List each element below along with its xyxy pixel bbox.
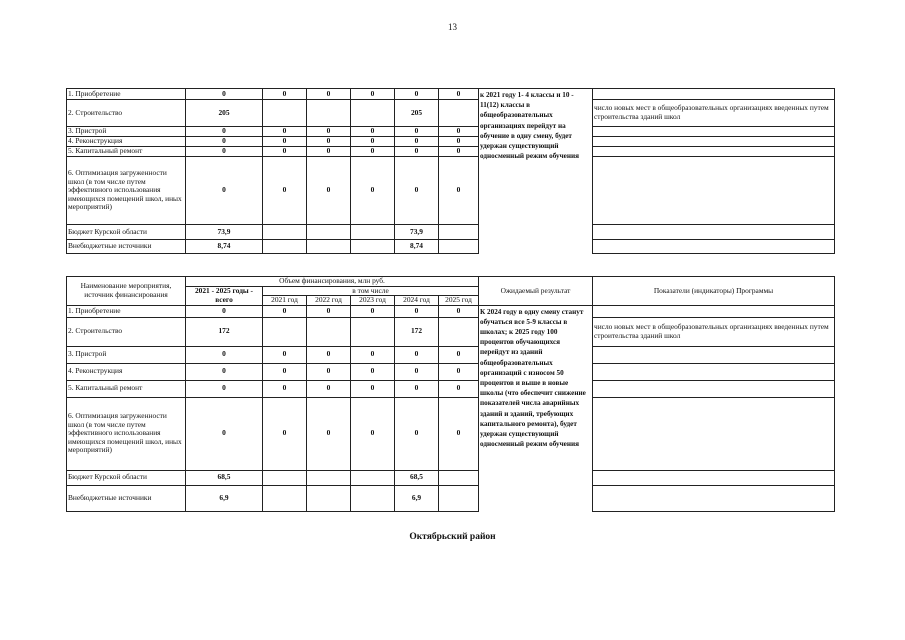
cell-y2025 (439, 240, 479, 254)
cell-y2022: 0 (307, 137, 351, 147)
cell-total: 0 (186, 137, 263, 147)
table-row (67, 397, 835, 470)
row-name: 6. Оптимизация загруженности школ (в том числе путем эффективного использования имеющихся помещений школ, иных мероприятий) (67, 157, 186, 225)
expected-result: к 2021 году 1- 4 классы и 10 - 11(12) классы в общеобразовательных организациях перейдут на обучение в одну смену, будет удержан существующий односменный режим обучения (479, 89, 593, 254)
cell-y2022 (307, 317, 351, 346)
row-name: 5. Капитальный ремонт (67, 147, 186, 157)
indicator-empty (593, 225, 835, 240)
indicator-empty (593, 137, 835, 147)
cell-y2024: 68,5 (395, 470, 439, 485)
cell-total: 0 (186, 89, 263, 100)
indicator-empty (593, 89, 835, 100)
cell-total: 0 (186, 380, 263, 397)
cell-y2025: 0 (439, 147, 479, 157)
cell-total: 0 (186, 346, 263, 363)
cell-y2021: 0 (263, 397, 307, 470)
indicator-empty (593, 147, 835, 157)
cell-y2021: 0 (263, 380, 307, 397)
cell-y2023: 0 (351, 147, 395, 157)
cell-y2022 (307, 100, 351, 127)
cell-y2022: 0 (307, 380, 351, 397)
cell-y2025: 0 (439, 89, 479, 100)
cell-y2021: 0 (263, 147, 307, 157)
table-row (67, 127, 835, 137)
indicator-empty (593, 157, 835, 225)
table-row (67, 225, 835, 240)
header-result: Ожидаемый результат (479, 277, 593, 306)
table-row (67, 137, 835, 147)
cell-y2023 (351, 485, 395, 511)
cell-y2022: 0 (307, 397, 351, 470)
cell-y2025: 0 (439, 346, 479, 363)
cell-y2025: 0 (439, 127, 479, 137)
cell-y2024: 0 (395, 363, 439, 380)
cell-y2021 (263, 225, 307, 240)
cell-total: 0 (186, 305, 263, 317)
cell-y2024: 73,9 (395, 225, 439, 240)
cell-total: 73,9 (186, 225, 263, 240)
cell-y2022: 0 (307, 363, 351, 380)
cell-y2023 (351, 470, 395, 485)
page-number: 13 (448, 22, 457, 32)
cell-y2024: 0 (395, 346, 439, 363)
cell-y2023: 0 (351, 137, 395, 147)
cell-y2021 (263, 470, 307, 485)
cell-y2021 (263, 317, 307, 346)
cell-total: 0 (186, 363, 263, 380)
header-indicators: Показатели (индикаторы) Программы (593, 277, 835, 306)
header-funding: Объем финансирования, млн руб. (186, 277, 479, 287)
header-year: 2021 год (263, 296, 307, 306)
row-name: 3. Пристрой (67, 127, 186, 137)
cell-y2024: 8,74 (395, 240, 439, 254)
cell-total: 205 (186, 100, 263, 127)
header-year: 2024 год (395, 296, 439, 306)
district-title: Октябрьский район (409, 532, 496, 542)
table-row (67, 100, 835, 127)
table-row (67, 305, 835, 317)
cell-total: 8,74 (186, 240, 263, 254)
cell-y2023: 0 (351, 363, 395, 380)
cell-y2022: 0 (307, 147, 351, 157)
cell-y2023: 0 (351, 397, 395, 470)
cell-y2023: 0 (351, 346, 395, 363)
cell-total: 0 (186, 127, 263, 137)
row-name: 1. Приобретение (67, 89, 186, 100)
cell-y2022: 0 (307, 127, 351, 137)
indicator-text: число новых мест в общеобразовательных организациях введенных путем строительства зданий школ (593, 100, 835, 127)
cell-y2024: 0 (395, 157, 439, 225)
cell-y2025: 0 (439, 137, 479, 147)
row-name: 5. Капитальный ремонт (67, 380, 186, 397)
cell-y2025: 0 (439, 397, 479, 470)
cell-y2022: 0 (307, 305, 351, 317)
table-row (67, 147, 835, 157)
cell-y2024: 6,9 (395, 485, 439, 511)
cell-total: 6,9 (186, 485, 263, 511)
cell-y2024: 0 (395, 127, 439, 137)
cell-y2021: 0 (263, 157, 307, 225)
cell-y2022 (307, 240, 351, 254)
cell-y2025: 0 (439, 157, 479, 225)
header-year: 2025 год (439, 296, 479, 306)
cell-y2021: 0 (263, 137, 307, 147)
table-row (67, 89, 835, 100)
row-name: 4. Реконструкция (67, 363, 186, 380)
row-name: 4. Реконструкция (67, 137, 186, 147)
cell-y2024: 0 (395, 380, 439, 397)
indicator-empty (593, 397, 835, 470)
table-row (67, 240, 835, 254)
financing-table-2 (66, 276, 835, 512)
cell-y2022: 0 (307, 346, 351, 363)
cell-y2025 (439, 225, 479, 240)
header-total: 2021 - 2025 годы - всего (186, 286, 263, 305)
table-row (67, 317, 835, 346)
cell-y2025 (439, 485, 479, 511)
cell-y2021: 0 (263, 363, 307, 380)
cell-y2023 (351, 240, 395, 254)
cell-y2024: 205 (395, 100, 439, 127)
cell-y2022 (307, 485, 351, 511)
cell-y2023: 0 (351, 127, 395, 137)
header-year: 2023 год (351, 296, 395, 306)
expected-result: К 2024 году в одну смену станут обучаться все 5-9 классы в школах; к 2025 году 100 процентов обучающихся перейдут из зданий общеобразовательных организаций с износом 50 процентов и выше в новые школы (что обеспечит снижение показателей числа аварийных зданий и зданий, требующих капитального ремонта), будет удержан существующий односменный режим обучения (479, 305, 593, 511)
row-name: 2. Строительство (67, 100, 186, 127)
indicator-empty (593, 380, 835, 397)
indicator-empty (593, 485, 835, 511)
row-name: Бюджет Курской области (67, 225, 186, 240)
cell-y2023: 0 (351, 89, 395, 100)
cell-y2022: 0 (307, 89, 351, 100)
cell-y2024: 0 (395, 147, 439, 157)
row-name: 6. Оптимизация загруженности школ (в том числе путем эффективного использования имеющихся помещений школ, иных мероприятий) (67, 397, 186, 470)
cell-y2021: 0 (263, 346, 307, 363)
table-row (67, 485, 835, 511)
cell-y2021 (263, 485, 307, 511)
cell-y2023 (351, 317, 395, 346)
cell-total: 68,5 (186, 470, 263, 485)
cell-total: 0 (186, 397, 263, 470)
cell-total: 0 (186, 157, 263, 225)
row-name: Внебюджетные источники (67, 485, 186, 511)
indicator-text: число новых мест в общеобразовательных организациях введенных путем строительства зданий школ (593, 317, 835, 346)
indicator-empty (593, 240, 835, 254)
cell-y2022 (307, 225, 351, 240)
header-incl: в том числе (263, 286, 479, 296)
cell-y2023 (351, 225, 395, 240)
cell-y2025 (439, 317, 479, 346)
cell-y2024: 0 (395, 397, 439, 470)
cell-y2025: 0 (439, 380, 479, 397)
table-row (67, 380, 835, 397)
cell-y2024: 0 (395, 305, 439, 317)
cell-y2023: 0 (351, 157, 395, 225)
cell-y2025: 0 (439, 305, 479, 317)
cell-y2024: 172 (395, 317, 439, 346)
cell-total: 172 (186, 317, 263, 346)
cell-y2023: 0 (351, 305, 395, 317)
cell-y2022 (307, 470, 351, 485)
cell-y2021 (263, 100, 307, 127)
cell-y2025 (439, 100, 479, 127)
indicator-empty (593, 363, 835, 380)
indicator-empty (593, 127, 835, 137)
row-name: Внебюджетные источники (67, 240, 186, 254)
table-row (67, 470, 835, 485)
cell-y2024: 0 (395, 89, 439, 100)
row-name: 2. Строительство (67, 317, 186, 346)
indicator-empty (593, 346, 835, 363)
cell-y2022: 0 (307, 157, 351, 225)
header-name: Наименование мероприятия, источник финансирования (67, 277, 186, 306)
cell-y2021: 0 (263, 89, 307, 100)
indicator-empty (593, 470, 835, 485)
cell-y2021: 0 (263, 127, 307, 137)
cell-y2021: 0 (263, 305, 307, 317)
table-row (67, 363, 835, 380)
cell-y2023 (351, 100, 395, 127)
table-row (67, 346, 835, 363)
header-year: 2022 год (307, 296, 351, 306)
cell-y2023: 0 (351, 380, 395, 397)
row-name: 1. Приобретение (67, 305, 186, 317)
financing-table-1 (66, 88, 835, 254)
cell-y2021 (263, 240, 307, 254)
cell-y2024: 0 (395, 137, 439, 147)
cell-total: 0 (186, 147, 263, 157)
table-row (67, 157, 835, 225)
cell-y2025 (439, 470, 479, 485)
row-name: Бюджет Курской области (67, 470, 186, 485)
row-name: 3. Пристрой (67, 346, 186, 363)
indicator-empty (593, 305, 835, 317)
cell-y2025: 0 (439, 363, 479, 380)
